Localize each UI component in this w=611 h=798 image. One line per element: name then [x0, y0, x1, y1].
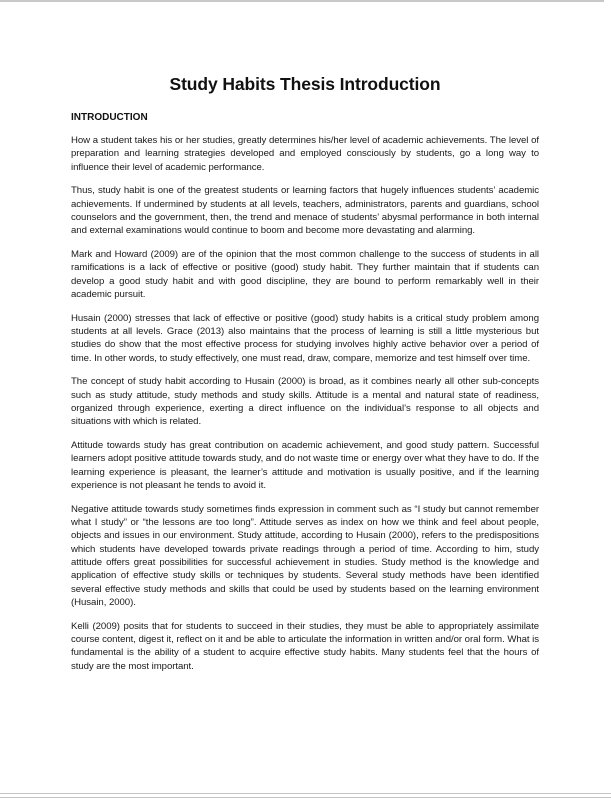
paragraph-1: How a student takes his or her studies, greatly determines his/her level of academic achievements. The level of preparation and learning strategies developed and employed consciously by students, go a long way to influence their level of academic performance.	[71, 135, 539, 173]
document-title: Study Habits Thesis Introduction	[169, 74, 441, 94]
paragraph-2: Thus, study habit is one of the greatest students or learning factors that hugely influences students’ academic achievements. If undermined by students at all levels, teachers, administrators, parents and guardians, school counselors and the government, then, the trend and menace of students’ abysmal performance in both internal and external examinations would continue to boom and become more devastating and alarming.	[71, 185, 539, 237]
document-page	[71, 74, 539, 683]
paragraph-8: Kelli (2009) posits that for students to succeed in their studies, they must be able to appropriately assimilate course content, digest it, reflect on it and be able to articulate the information in written and/or oral form. What is fundamental is the ability of a student to acquire effective study habits. Many students feel that the hours of study are the most important.	[71, 620, 539, 672]
paragraph-6: Attitude towards study has great contribution on academic achievement, and good study pattern. Successful learners adopt positive attitude towards study, and do not waste time or energy over what they have to do. If the learning experience is pleasant, the learner’s attitude and motivation is usually positive, and if the learning experience is not pleasant he tends to avoid it.	[71, 440, 539, 492]
page-top-border	[0, 0, 604, 2]
page-bottom-border	[0, 793, 611, 798]
paragraph-7: Negative attitude towards study sometimes finds expression in comment such as “I study but cannot remember what I study” or “the lessons are too long”. Attitude serves as index on how we think and feel about people, objects and issues in our environment. Study attitude, according to Husain (2000), refers to the predispositions which students have developed towards private readings through a period of time. According to him, study attitude offers great possibilities for successful achievement in studies. Study method is the knowledge and application of effective study skills or techniques by students. Several study methods have been identified several effective study methods and skills that could be used by students based on the learning environment (Husain, 2000).	[71, 503, 539, 608]
section-heading-introduction: INTRODUCTION	[71, 112, 148, 123]
paragraph-5: The concept of study habit according to Husain (2000) is broad, as it combines nearly all other sub-concepts such as study attitude, study methods and study skills. Attitude is a mental and natural state of readiness, organized through experience, exerting a direct influence on the individual’s response to all objects and situations with which is related.	[71, 376, 539, 428]
paragraph-4: Husain (2000) stresses that lack of effective or positive (good) study habits is a critical study problem among students at all levels. Grace (2013) also maintains that the process of learning is still a little mysterious but studies do show that the most effective process for studying involves highly active behavior over a period of time. In other words, to study effectively, one must read, draw, compare, memorize and test himself over time.	[71, 312, 539, 364]
paragraph-3: Mark and Howard (2009) are of the opinion that the most common challenge to the success of students in all ramifications is a lack of effective or positive (good) study habit. They further maintain that if students can develop a good study habit and with good discipline, they are bound to perform remarkably well in their academic pursuit.	[71, 249, 539, 300]
